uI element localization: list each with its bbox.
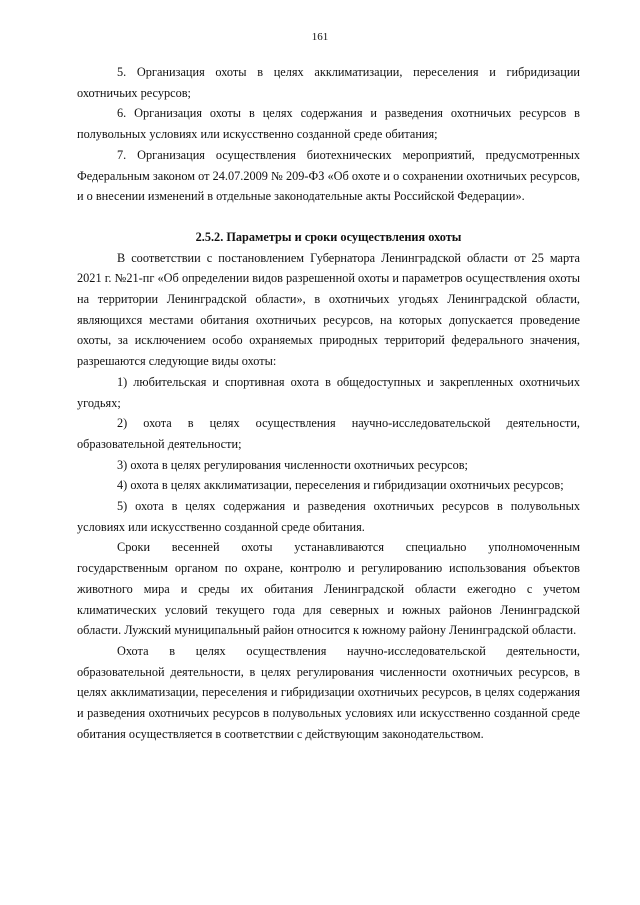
hunting-type-item-2: 2) охота в целях осуществления научно-исследовательской деятельности, образовательной деятельности; — [77, 416, 580, 451]
page-content — [77, 62, 580, 745]
hunting-type-item-3: 3) охота в целях регулирования численности охотничьих ресурсов; — [117, 457, 468, 472]
page-number: 161 — [311, 31, 329, 43]
spring-hunting-paragraph: Сроки весенней охоты устанавливаются специально уполномоченным государственным органом по охране, контролю и регулированию использования объектов животного мира и среды их обитания Ленинградской области ежегодно с учетом климатических условий текущего года для северных и южных районов Ленинградской области. Лужский муниципальный район относится к южному району Ленинградской области. — [77, 540, 580, 638]
list-item-hunting-org-5: 5. Организация охоты в целях акклиматизации, переселения и гибридизации охотничьих ресурсов; — [77, 65, 580, 100]
hunting-type-item-5: 5) охота в целях содержания и разведения охотничьих ресурсов в полувольных условиях или искусственно созданной среде обитания. — [77, 499, 580, 534]
intro-paragraph: В соответствии с постановлением Губернатора Ленинградской области от 25 марта 2021 г. №21-пг «Об определении видов разрешенной охоты и параметров осуществления охоты на территории Ленинградской области», в охотничьих угодьях Ленинградской области, являющихся местами обитания охотничьих ресурсов, на которых допускается проведение охоты, за исключением особо охраняемых природных территорий федерального значения, разрешаются следующие виды охоты: — [77, 250, 580, 369]
hunting-type-item-4: 4) охота в целях акклиматизации, переселения и гибридизации охотничьих ресурсов; — [117, 478, 564, 493]
final-paragraph: Охота в целях осуществления научно-исследовательской деятельности, образовательной деятельности, в целях регулирования численности охотничьих ресурсов, в целях акклиматизации, переселения и гибридизации охотничьих ресурсов, в целях содержания и разведения охотничьих ресурсов в полувольных условиях или искусственно созданной среде обитания осуществляется в соответствии с действующим законодательством. — [77, 643, 580, 741]
list-item-hunting-org-7: 7. Организация осуществления биотехнических мероприятий, предусмотренных Федеральным законом от 24.07.2009 № 209-ФЗ «Об охоте и о сохранении охотничьих ресурсов, и о внесении изменений в отдельные законодательные акты Российской Федерации». — [77, 147, 580, 204]
section-heading: 2.5.2. Параметры и сроки осуществления охоты — [195, 229, 462, 244]
list-item-hunting-org-6: 6. Организация охоты в целях содержания и разведения охотничьих ресурсов в полувольных условиях или искусственно созданной среде обитания; — [77, 106, 580, 142]
hunting-type-item-1: 1) любительская и спортивная охота в общедоступных и закрепленных охотничьих угодьях; — [77, 374, 580, 410]
